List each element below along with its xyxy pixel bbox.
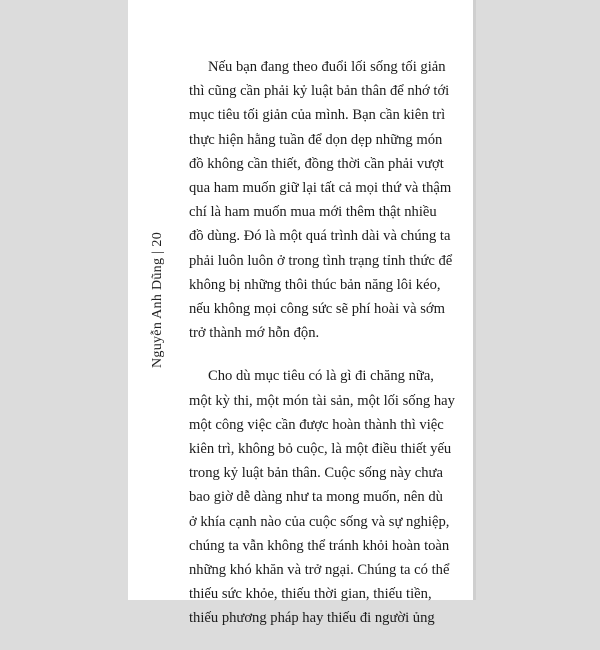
text-line: ở khía cạnh nào của cuộc sống và sự nghiệp, <box>189 513 450 530</box>
paragraph-1 <box>189 55 457 345</box>
text-line: một công việc cần được hoàn thành thì việc <box>189 416 444 433</box>
text-line: trở thành mớ hỗn độn. <box>189 325 320 342</box>
paragraph-2 <box>189 364 457 630</box>
text-line: một kỳ thi, một món tài sản, một lối sống hay <box>189 392 455 409</box>
text-line: những khó khăn và trở ngại. Chúng ta có thể <box>189 562 450 579</box>
text-line: bao giờ dễ dàng như ta mong muốn, nên dù <box>189 489 443 506</box>
text-line: thiếu sức khỏe, thiếu thời gian, thiếu tiền, <box>189 586 432 603</box>
text-line: đồ không cần thiết, đồng thời cần phải vượt <box>189 155 444 172</box>
text-line: không bị những thôi thúc bản năng lôi kéo, <box>189 276 441 293</box>
text-line: trong kỷ luật bản thân. Cuộc sống này chưa <box>189 465 443 482</box>
text-line: nếu không mọi công sức sẽ phí hoài và sớm <box>189 301 445 318</box>
text-line: đồ dùng. Đó là một quá trình dài và chúng ta <box>189 228 451 245</box>
text-line: phải luôn luôn ở trong tình trạng tỉnh thức để <box>189 252 453 269</box>
text-line: chúng ta vẫn không thể tránh khỏi hoàn toàn <box>189 537 450 554</box>
text-line: kiên trì, không bỏ cuộc, là một điều thiết yếu <box>189 441 452 458</box>
text-line: Cho dù mục tiêu có là gì đi chăng nữa, <box>208 368 434 385</box>
header-separator: | <box>150 250 165 254</box>
page-edge-shadow <box>473 0 476 600</box>
text-line: thực hiện hằng tuần để dọn dẹp những món <box>189 131 443 148</box>
text-line: mục tiêu tối giản của mình. Bạn cần kiên trì <box>189 107 446 124</box>
text-line: thì cũng cần phải kỷ luật bản thân để nhớ tới <box>189 83 450 100</box>
running-header <box>148 200 168 400</box>
author-name: Nguyễn Anh Dũng <box>150 257 165 368</box>
text-line: chí là ham muốn mua mới thêm thật nhiều <box>189 204 437 221</box>
text-line: qua ham muốn giữ lại tất cả mọi thứ và thậm <box>189 180 452 197</box>
text-line: Nếu bạn đang theo đuổi lối sống tối giản <box>208 59 446 75</box>
page-number: 20 <box>150 232 165 247</box>
body-text <box>189 55 457 650</box>
text-line: thiếu phương pháp hay thiếu đi người ủng <box>189 610 435 627</box>
